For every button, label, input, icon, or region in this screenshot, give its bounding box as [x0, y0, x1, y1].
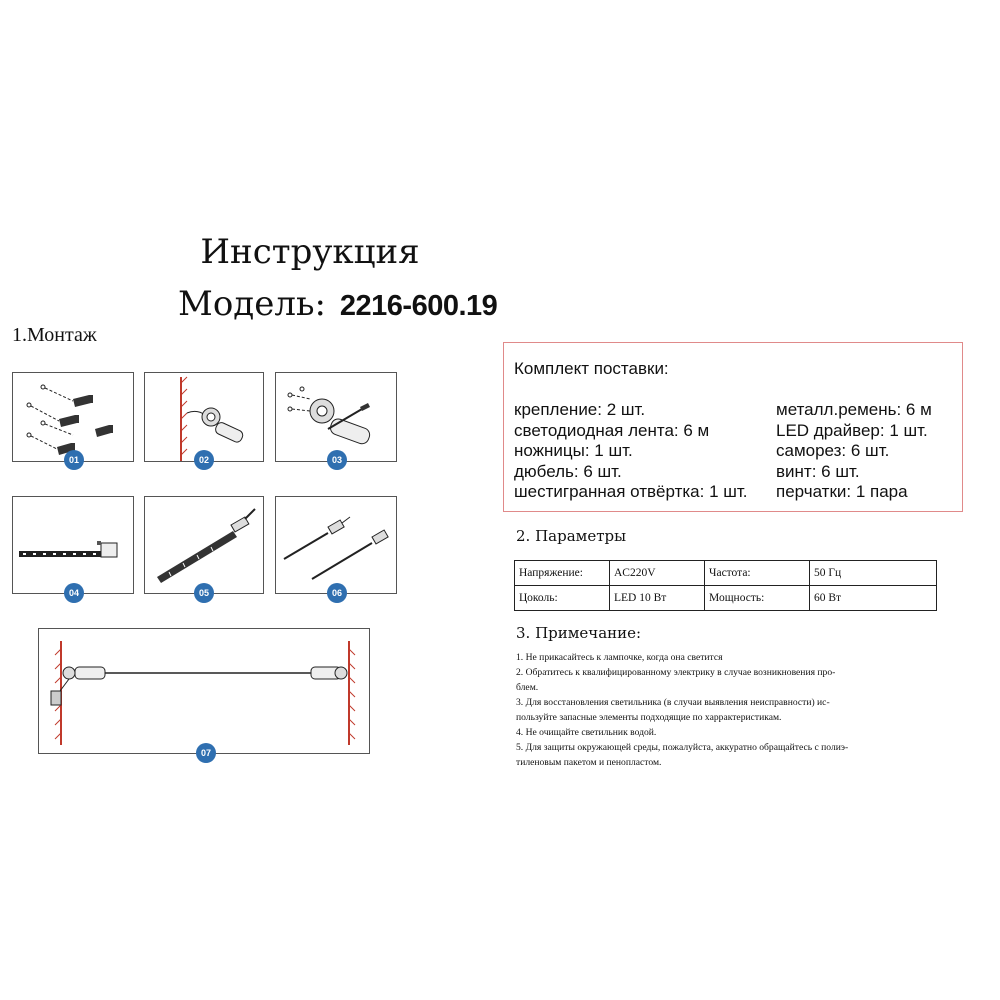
- kit-contents-box: [503, 342, 963, 512]
- strip-connector-illustration: [145, 497, 263, 593]
- step-01-panel: [12, 372, 134, 465]
- kit-item: LED драйвер: 1 шт.: [776, 420, 928, 440]
- step-badge-02: 02: [194, 450, 214, 470]
- step-04-panel: [12, 496, 134, 598]
- wire-connection-illustration: [276, 497, 396, 593]
- note-line: блем.: [516, 682, 539, 693]
- led-strip-cut-illustration: [13, 497, 133, 593]
- step-badge-05: 05: [194, 583, 214, 603]
- kit-item: ножницы: 1 шт.: [514, 441, 633, 460]
- model-number: 2216-600.19: [339, 290, 498, 322]
- step-07-panel: [38, 628, 370, 758]
- kit-list-right: [776, 400, 932, 503]
- step-05-panel: [144, 496, 264, 598]
- driver-fixing-illustration: [276, 373, 396, 461]
- step-badge-01: 01: [64, 450, 84, 470]
- step-06-panel: [275, 496, 397, 598]
- table-row: [515, 586, 937, 611]
- wall-plug-screws-illustration: [13, 373, 133, 461]
- kit-item: винт: 6 шт.: [776, 461, 860, 481]
- table-cell: LED 10 Вт: [610, 586, 705, 611]
- full-installation-illustration: [39, 629, 369, 753]
- step-02-panel: [144, 372, 264, 465]
- kit-item: саморез: 6 шт.: [776, 441, 890, 460]
- kit-item: перчатки: 1 пара: [776, 482, 908, 501]
- kit-item: крепление: 2 шт.: [514, 400, 646, 419]
- table-cell: Напряжение:: [515, 561, 610, 586]
- table-cell: Мощность:: [705, 586, 810, 611]
- kit-item: дюбель: 6 шт.: [514, 461, 622, 481]
- table-cell: AC220V: [610, 561, 705, 586]
- step-badge-03: 03: [327, 450, 347, 470]
- note-line: 4. Не очищайте светильник водой.: [516, 727, 657, 738]
- document-title: Инструкция: [200, 232, 420, 272]
- wall-mount-illustration: [145, 373, 263, 461]
- note-line: 1. Не прикасайтесь к лампочке, когда она светится: [516, 652, 723, 663]
- table-cell: 60 Вт: [810, 586, 937, 611]
- model-row: [178, 284, 497, 324]
- note-line: 2. Обратитесь к квалифицированному электрику в случае возникновения про-: [516, 667, 836, 678]
- kit-item: металл.ремень: 6 м: [776, 400, 932, 419]
- kit-item: шестигранная отвёртка: 1 шт.: [514, 482, 748, 501]
- note-line: 3. Для восстановления светильника (в случаи выявления неисправности) ис-: [516, 697, 830, 708]
- table-row: [515, 561, 937, 586]
- params-heading: 2. Параметры: [516, 527, 627, 545]
- kit-item: светодиодная лента: 6 м: [514, 420, 710, 440]
- table-cell: 50 Гц: [810, 561, 937, 586]
- note-line: пользуйте запасные элементы подходящие по харрактеристикам.: [516, 712, 782, 723]
- montage-heading: 1.Монтаж: [12, 324, 97, 346]
- note-line: 5. Для защиты окружающей среды, пожалуйста, аккуратно обращайтесь с полиэ-: [516, 742, 849, 753]
- model-label: Модель:: [178, 284, 326, 324]
- note-line: тиленовым пакетом и пенопластом.: [516, 757, 662, 768]
- table-cell: Частота:: [705, 561, 810, 586]
- kit-list-left: [514, 400, 748, 503]
- step-badge-07: 07: [196, 743, 216, 763]
- step-badge-04: 04: [64, 583, 84, 603]
- notes-heading: 3. Примечание:: [516, 624, 642, 642]
- step-badge-06: 06: [327, 583, 347, 603]
- notes-list: [516, 650, 946, 770]
- table-cell: Цоколь:: [515, 586, 610, 611]
- step-03-panel: [275, 372, 397, 465]
- kit-title: Комплект поставки:: [514, 359, 669, 378]
- params-table: [514, 560, 937, 611]
